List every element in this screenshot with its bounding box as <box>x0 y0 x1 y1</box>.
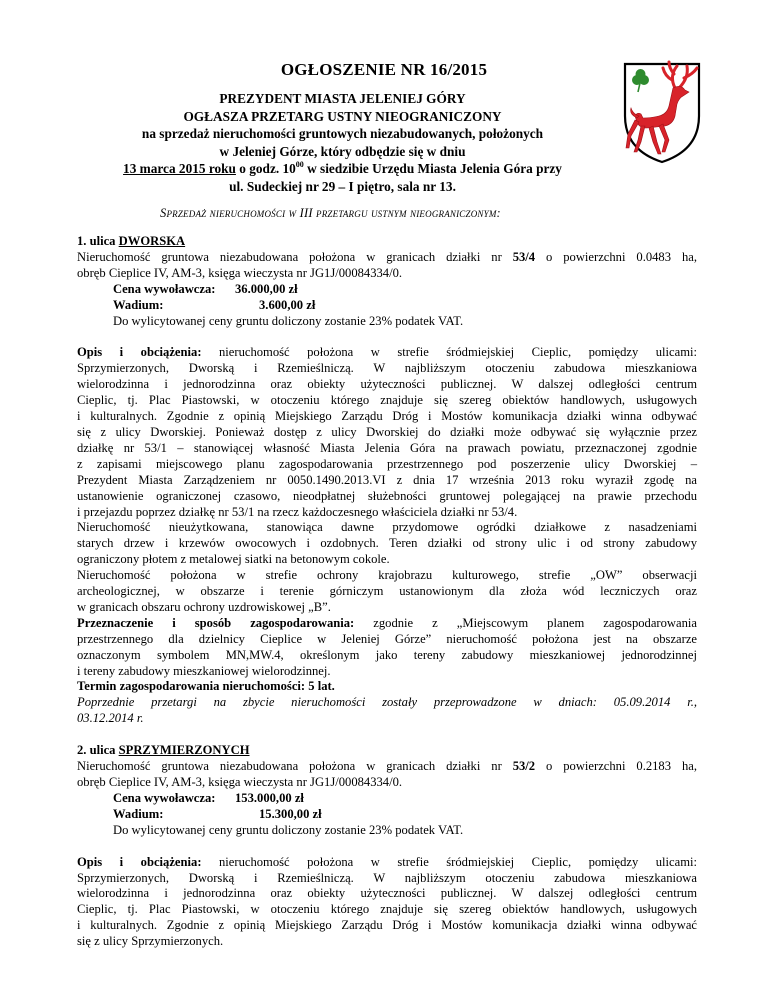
header-line: na sprzedaż nieruchomości gruntowych niezabudowanych, położonych <box>141 126 544 141</box>
property-details <box>77 855 697 950</box>
header-line: PREZYDENT MIASTA JELENIEJ GÓRY <box>219 91 466 106</box>
purpose-text: zgodnie z „Miejscowym planem zagospodarowania <box>354 615 697 630</box>
previous-auctions: Poprzednie przetargi na zbycie nieruchomości zostały przeprowadzone w dniach: 05.09.2014 r., <box>77 695 697 710</box>
property-heading <box>77 234 697 250</box>
deposit-label: Wadium: <box>113 297 164 312</box>
details-line: Cieplic, tj. Plac Piastowski, w otoczeniu którego znajduje się szereg obiektów handlowych, usługowych <box>77 902 697 917</box>
page-title: OGŁOSZENIE NR 16/2015 <box>280 60 488 79</box>
opis-label: Opis i obciążenia: <box>77 854 202 869</box>
document-body <box>77 234 697 950</box>
vat-note: Do wylicytowanej ceny gruntu doliczony zostanie 23% podatek VAT. <box>113 313 464 328</box>
deposit-label: Wadium: <box>113 806 164 821</box>
deposit-value: 15.300,00 zł <box>259 806 322 821</box>
price-value: 153.000,00 zł <box>235 790 304 805</box>
vat-note: Do wylicytowanej ceny gruntu doliczony zostanie 23% podatek VAT. <box>113 822 464 837</box>
details-line: wielorodzinna i jednorodzinna oraz obiekty użyteczności publicznej. W dalszej odległości centrum <box>77 377 697 392</box>
property-number: 1. ulica <box>77 234 119 248</box>
starting-price <box>77 791 697 807</box>
purpose-line <box>77 616 697 632</box>
details-line: i kulturalnych. Zgodnie z opinią Miejskiego Zarządu Dróg i Mostów komunikacja działki winna odbywać <box>77 409 697 424</box>
property-description: obręb Cieplice IV, AM-3, księga wieczysta nr JG1J/00084334/0. <box>77 775 403 789</box>
details-line: i kulturalnych. Zgodnie z opinią Miejskiego Zarządu Dróg i Mostów komunikacja działki winna odbywać <box>77 918 697 933</box>
header-line: OGŁASZA PRZETARG USTNY NIEOGRANICZONY <box>183 108 502 124</box>
property-item <box>77 743 697 838</box>
auction-minutes: 00 <box>295 160 304 169</box>
details-line: ustanowienie ograniczonej czasowo, nieodpłatnej służebności gruntowej polegającej na prawie przechodu <box>77 488 697 503</box>
details-line <box>77 345 697 361</box>
price-label: Cena wywoławcza: <box>113 281 216 296</box>
land-line: ograniczony płotem z metalowej siatki na betonowym cokole. <box>77 552 390 567</box>
plot-number: 53/2 <box>512 759 536 774</box>
purpose-line: oznaczonym symbolem MN,MW.4, określonym jako tereny zabudowy mieszkaniowej jednorodzinnej <box>77 647 697 662</box>
desc-text: o powierzchni 0.0483 ha, <box>535 249 697 264</box>
deposit <box>77 807 697 823</box>
property-description <box>77 250 697 266</box>
starting-price <box>77 282 697 298</box>
development-term: Termin zagospodarowania nieruchomości: 5 lat. <box>77 679 335 694</box>
auction-date: 13 marca 2015 roku <box>123 161 236 176</box>
details-line: i przejazdu poprzez działkę nr 53/1 na rzecz każdoczesnego właściciela działki nr 53/4. <box>77 504 518 519</box>
auction-place: w siedzibie Urzędu Miasta Jelenia Góra przy <box>303 161 562 176</box>
zone-line: w granicach obszaru ochrony uzdrowiskowej „B”. <box>77 599 331 614</box>
opis-label: Opis i obciążenia: <box>77 345 202 360</box>
purpose-line: i tereny zabudowy mieszkaniowej wielorodzinnej. <box>77 663 331 678</box>
deposit-value: 3.600,00 zł <box>259 297 316 312</box>
details-line: Cieplic, tj. Plac Piastowski, w otoczeniu którego znajduje się szereg obiektów handlowych, usługowych <box>77 393 697 408</box>
details-text: nieruchomość położona w strefie śródmiejskiej Cieplic, pomiędzy ulicami: <box>201 854 697 869</box>
previous-auctions: 03.12.2014 r. <box>77 711 144 726</box>
desc-text: o powierzchni 0.2183 ha, <box>535 759 697 774</box>
announcement-header <box>70 90 615 195</box>
section-subtitle: Sprzedaż nieruchomości w III przetargu ustnym nieograniczonym: <box>160 206 501 220</box>
details-line: działkę nr 53/1 – stanowiącej własność Miasta Jelenia Góra na prawach powiatu, przeznaczonej zgodnie <box>77 440 697 455</box>
details-line <box>77 855 697 871</box>
auction-date-line <box>70 160 615 178</box>
plot-number: 53/4 <box>512 249 536 264</box>
purpose-label: Przeznaczenie i sposób zagospodarowania: <box>77 615 355 630</box>
header-line: w Jeleniej Górze, który odbędzie się w dniu <box>219 143 466 159</box>
desc-text: Nieruchomość gruntowa niezabudowana położona w granicach działki nr <box>77 759 513 774</box>
details-line: z zapisami miejscowego planu zagospodarowania przestrzennego pod poszerzenie ulicy Dworskiej – <box>77 456 697 471</box>
property-item <box>77 234 697 329</box>
deposit <box>77 298 697 314</box>
desc-text: Nieruchomość gruntowa niezabudowana położona w granicach działki nr <box>77 249 513 264</box>
property-description: obręb Cieplice IV, AM-3, księga wieczysta nr JG1J/00084334/0. <box>77 265 403 280</box>
details-line: Sprzymierzonych, Dworską i Rzemieślniczą. W najbliższym otoczeniu zabudowa mieszkaniowa <box>77 361 697 376</box>
details-line: się z ulicy Dworskiej. Ponieważ dostęp z ulicy Dworskiej do działki może odbywać się wyłącznie przez <box>77 424 697 439</box>
property-street: DWORSKA <box>118 234 186 248</box>
auction-hour: o godz. 10 <box>235 161 296 176</box>
price-label: Cena wywoławcza: <box>113 790 216 805</box>
auction-address: ul. Sudeckiej nr 29 – I piętro, sala nr 13. <box>229 178 456 194</box>
city-coat-of-arms <box>617 58 707 166</box>
price-value: 36.000,00 zł <box>235 281 298 296</box>
details-line: Prezydent Miasta Zarządzeniem nr 0050.1490.2013.VI z dnia 17 września 2013 roku wyraził zgodę na <box>77 472 697 487</box>
zone-line: Nieruchomość położona w strefie ochrony krajobrazu kulturowego, strefie „OW” obserwacji <box>77 568 697 583</box>
property-street: SPRZYMIERZONYCH <box>118 743 250 758</box>
details-line: Sprzymierzonych, Dworską i Rzemieślniczą. W najbliższym otoczeniu zabudowa mieszkaniowa <box>77 870 697 885</box>
land-line: Nieruchomość nieużytkowana, stanowiąca dawne przydomowe ogródki działkowe z nasadzeniami <box>77 520 697 535</box>
property-description <box>77 759 697 775</box>
details-line: się z ulicy Sprzymierzonych. <box>77 934 224 949</box>
land-line: starych drzew i krzewów owocowych i ozdobnych. Teren działki od strony ulic i od strony zabudowy <box>77 536 697 551</box>
zone-line: archeologicznej, w obszarze i terenie górniczym ustanowionym dla złoża wód leczniczych oraz <box>77 584 697 599</box>
details-line: wielorodzinna i jednorodzinna oraz obiekty użyteczności publicznej. W dalszej odległości centrum <box>77 886 697 901</box>
property-number: 2. ulica <box>77 743 119 758</box>
purpose-line: przestrzennego dla dzielnicy Cieplice w Jeleniej Górze” nieruchomość położona jest na obszarze <box>77 631 697 646</box>
details-text: nieruchomość położona w strefie śródmiejskiej Cieplic, pomiędzy ulicami: <box>201 345 697 360</box>
property-heading <box>77 743 697 759</box>
property-details <box>77 345 697 727</box>
